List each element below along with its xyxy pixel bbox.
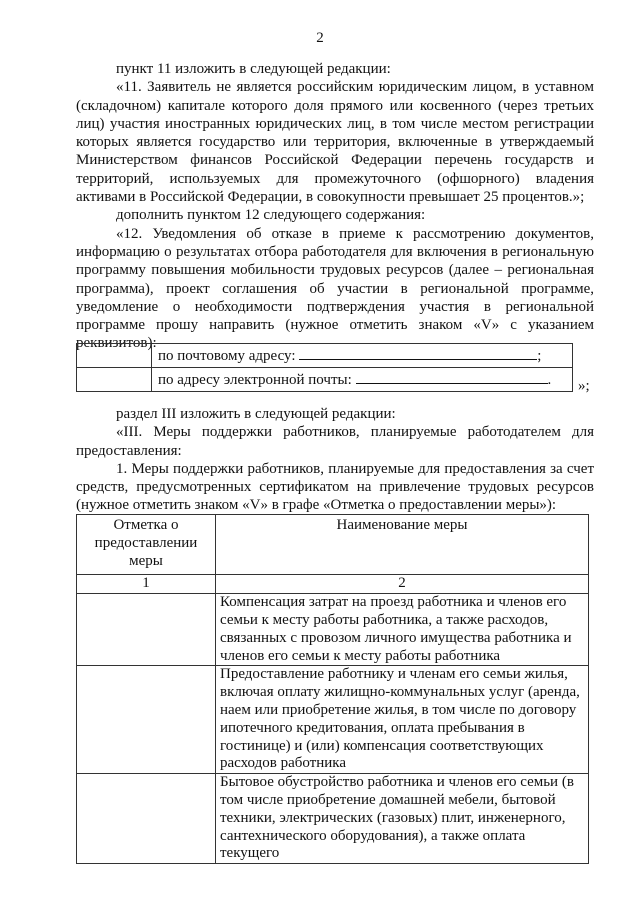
measure-mark-cell[interactable]: [77, 774, 216, 864]
delivery-row-email: [77, 368, 573, 392]
closing-quote: »;: [578, 378, 590, 394]
postal-address-cell: [152, 344, 573, 368]
paragraph-item-11-text: «11. Заявитель не является российским юридическим лицом, в уставном (складочном) капитале которого доля прямого или косвенного (через третьих лиц) участия иностранных юридических лиц, в том числе местом регистрации которых является государство или территория, включенные в утверждаемый Министерством финансов Российской Федерации перечень государств и территорий, используемых для промежуточного (офшорного) владения активами в Российской Федерации, в совокупности превышает 25 процентов.»;: [76, 79, 594, 206]
email-address-end: .: [547, 371, 552, 388]
paragraph-item-11-intro: пункт 11 изложить в следующей редакции:: [116, 61, 391, 77]
body-text-top: [76, 60, 594, 353]
delivery-row-postal: [77, 344, 573, 368]
postal-address-end: ;: [537, 347, 542, 364]
measure-name-cell: Бытовое обустройство работника и членов его семьи (в том числе приобретение домашней мебели, бытовой техники, электрических (газовых) плит, инженерного, сантехнического оборудования), а также оплата текущего: [216, 774, 589, 864]
delivery-method-table: [76, 343, 573, 392]
measure-mark-cell[interactable]: [77, 594, 216, 666]
paragraph-item-12-text: «12. Уведомления об отказе в приеме к рассмотрению документов, информацию о результатах отбора работодателя для включения в региональную программу повышения мобильности трудовых ресурсов (далее – региональная программа), проект соглашения об участии в региональной программе, уведомление о необходимости подтверждения участия в региональной программе прошу направить (нужное отметить знаком «V» с указанием реквизитов):: [76, 225, 594, 352]
paragraph-section-3-intro: раздел III изложить в следующей редакции:: [116, 406, 396, 422]
email-address-cell: [152, 368, 573, 392]
column-number-2: 2: [216, 575, 589, 594]
table-row: [77, 594, 589, 666]
page-number: 2: [316, 30, 324, 46]
body-text-mid: [76, 405, 594, 515]
measures-table: [76, 514, 589, 864]
email-address-blank[interactable]: [356, 371, 548, 384]
table-header-row: [77, 515, 589, 575]
paragraph-measures-1: 1. Меры поддержки работников, планируемые для предоставления за счет средств, предусмотренных сертификатом на привлечение трудовых ресурсов (нужное отметить знаком «V» в графе «Отметка о предоставлении меры»):: [76, 460, 594, 514]
paragraph-item-12-intro: дополнить пунктом 12 следующего содержания:: [116, 207, 426, 224]
measure-name-cell: Компенсация затрат на проезд работника и членов его семьи к месту работы работника, а также расходов, связанных с провозом личного имущества работника и членов его семьи к месту работы работника: [216, 594, 589, 666]
paragraph-section-3-title: «III. Меры поддержки работников, планируемые работодателем для предоставления:: [76, 424, 594, 459]
table-column-numbers: [77, 575, 589, 594]
header-measure: Наименование меры: [216, 515, 589, 575]
measure-name-cell: Предоставление работнику и членам его семьи жилья, включая оплату жилищно-коммунальных услуг (аренда, наем или приобретение жилья, в том числе по договору ипотечного кредитования, оплата пребывания в гостинице) и (или) компенсация соответствующих расходов работника: [216, 666, 589, 774]
table-row: [77, 774, 589, 864]
email-mark-cell[interactable]: [77, 368, 152, 392]
table-row: [77, 666, 589, 774]
postal-address-blank[interactable]: [299, 347, 537, 360]
postal-address-label: по почтовому адресу:: [158, 347, 296, 364]
measure-mark-cell[interactable]: [77, 666, 216, 774]
postal-mark-cell[interactable]: [77, 344, 152, 368]
column-number-1: 1: [77, 575, 216, 594]
header-mark: Отметка о предоставлении меры: [77, 515, 216, 575]
email-address-label: по адресу электронной почты:: [158, 371, 352, 388]
